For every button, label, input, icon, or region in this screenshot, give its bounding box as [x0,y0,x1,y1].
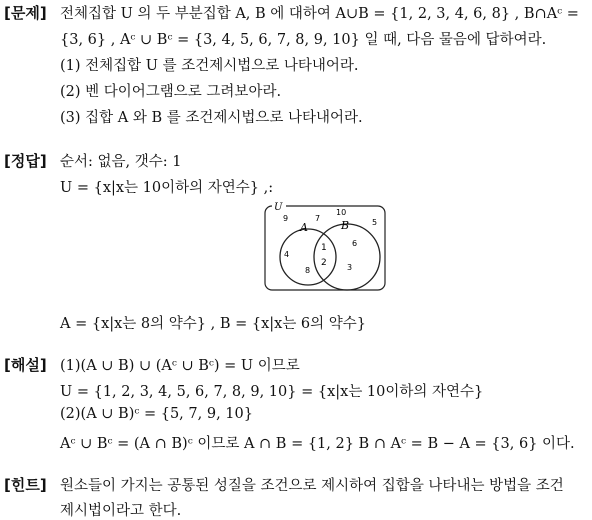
outside-element: 9 [283,214,289,223]
a-only-element: 8 [305,266,311,275]
outside-element: 5 [372,218,378,227]
universe-label: U [274,202,283,213]
problem-line-2: {3, 6} , Aᶜ ∪ Bᶜ = {3, 4, 5, 6, 7, 8, 9, 10} 일 때, 다음 물음에 답하여라. [60,32,547,48]
hint-line-2: 제시법이라고 한다. [60,503,182,519]
problem-question-1: (1) 전체집합 U 를 조건제시법으로 나타내어라. [60,58,359,74]
set-b-label: B [341,219,350,232]
hint-line-1: 원소들이 가지는 공통된 성질을 조건으로 제시하여 집합을 나타내는 방법을 조건 [60,478,564,494]
answer-sets-ab: A = {x|x는 8의 약수} , B = {x|x는 6의 약수} [60,316,367,332]
intersection-element: 1 [321,243,327,253]
b-only-element: 6 [352,239,358,248]
outside-element: 10 [336,208,347,217]
problem-question-2: (2) 벤 다이어그램으로 그려보아라. [60,84,282,100]
answer-universe: U = {x|x는 10이하의 자연수} ,: [60,180,274,196]
explanation-line-2: U = {1, 2, 3, 4, 5, 6, 7, 8, 9, 10} = {x|x는 10이하의 자연수} [60,384,484,400]
outside-element: 7 [315,214,321,223]
intersection-element: 2 [321,258,327,268]
answer-order-count: 순서: 없음, 갯수: 1 [60,154,182,170]
answer-tag: [정답] [4,152,47,170]
a-only-element: 4 [284,250,290,259]
problem-question-3: (3) 집합 A 와 B 를 조건제시법으로 나타내어라. [60,110,363,126]
explanation-tag: [해설] [4,356,47,374]
explanation-line-1: (1)(A ∪ B) ∪ (Aᶜ ∪ Bᶜ) = U 이므로 [60,358,300,374]
explanation-line-3: (2)(A ∪ B)ᶜ = {5, 7, 9, 10} [60,406,253,422]
set-b-circle [314,224,380,290]
explanation-line-4: Aᶜ ∪ Bᶜ = (A ∩ B)ᶜ 이므로 A ∩ B = {1, 2} B ∩ Aᶜ = B − A = {3, 6} 이다. [60,436,575,452]
set-a-label: A [300,221,308,234]
b-only-element: 3 [347,263,353,272]
hint-tag: [힌트] [4,476,47,494]
venn-diagram [263,200,389,296]
problem-line-1: 전체집합 U 의 두 부분집합 A, B 에 대하여 A∪B = {1, 2, 3, 4, 6, 8} , B∩Aᶜ = [60,6,579,22]
problem-tag: [문제] [4,4,47,22]
